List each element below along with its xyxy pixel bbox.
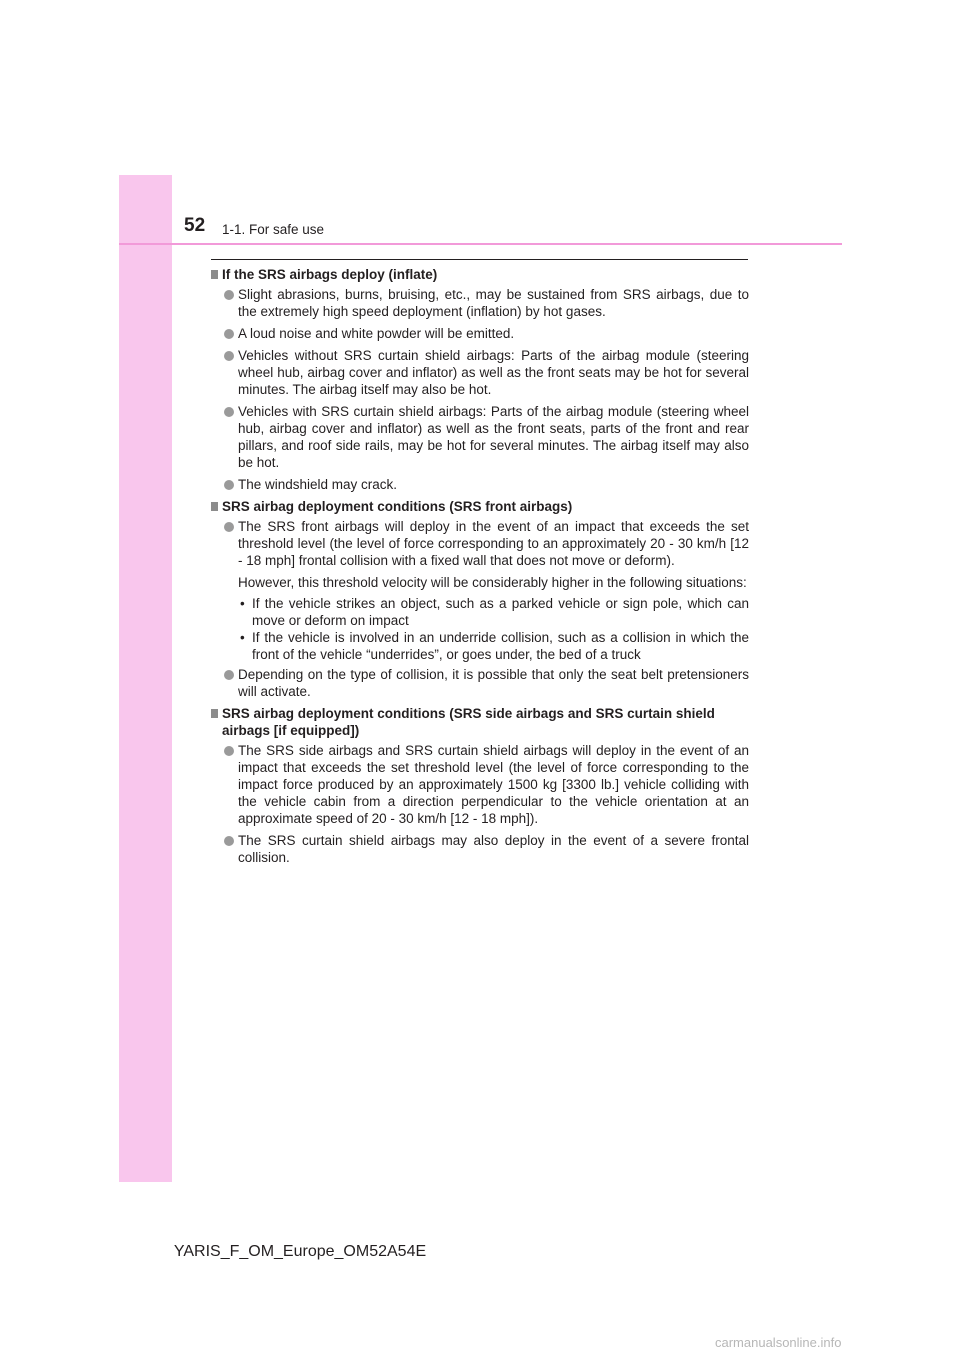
heading-srs-deploy	[211, 266, 749, 283]
heading-text: SRS airbag deployment conditions (SRS front airbags)	[222, 499, 573, 514]
list-item-text: The windshield may crack.	[238, 477, 398, 492]
section-title: 1-1. For safe use	[222, 222, 325, 237]
circle-bullet-icon	[224, 290, 234, 300]
dot-bullet-icon: •	[240, 630, 245, 645]
list-item-text: A loud noise and white powder will be emitted.	[238, 326, 515, 341]
circle-bullet-icon	[224, 407, 234, 417]
list-item-text: Depending on the type of collision, it is possible that only the seat belt pretensioners will activate.	[238, 667, 749, 699]
circle-bullet-icon	[224, 522, 234, 532]
list-item	[211, 832, 749, 866]
sub-list-item-text: If the vehicle is involved in an underride collision, such as a collision in which the front of the vehicle “underrides”, or goes under, the bed of a truck	[252, 630, 749, 662]
list-item-text: The SRS front airbags will deploy in the event of an impact that exceeds the set threshold level (the level of force corresponding to an approximately 20 - 30 km/h [12 - 18 mph] frontal collision with a fixed wall that does not move or deform).	[238, 519, 749, 568]
paragraph: However, this threshold velocity will be considerably higher in the following situations:	[238, 575, 747, 590]
circle-bullet-icon	[224, 351, 234, 361]
list-item	[211, 347, 749, 398]
page-number: 52	[184, 215, 206, 236]
list-item	[211, 742, 749, 827]
list-item	[211, 325, 749, 342]
sub-list-item	[211, 595, 749, 629]
heading-text: If the SRS airbags deploy (inflate)	[222, 267, 438, 282]
list-item-text: The SRS curtain shield airbags may also deploy in the event of a severe frontal collision.	[238, 833, 749, 865]
heading-side-curtain-conditions	[211, 705, 749, 739]
list-item-text: The SRS side airbags and SRS curtain shield airbags will deploy in the event of an impact that exceeds the set threshold level (the level of force corresponding to the impact force produced by an approximately 1500 kg [3300 lb.] vehicle colliding with the vehicle cabin from a direction perpendicular to the vehicle orientation at an approximate speed of 20 - 30 km/h [12 - 18 mph]).	[238, 743, 749, 826]
circle-bullet-icon	[224, 746, 234, 756]
footer-document-code: YARIS_F_OM_Europe_OM52A54E	[173, 1243, 427, 1260]
square-bullet-icon	[211, 502, 218, 511]
circle-bullet-icon	[224, 480, 234, 490]
sub-list-item-text: If the vehicle strikes an object, such as a parked vehicle or sign pole, which can move or deform on impact	[252, 596, 749, 628]
circle-bullet-icon	[224, 670, 234, 680]
list-item-text: Vehicles without SRS curtain shield airbags: Parts of the airbag module (steering wheel hub, airbag cover and inflator) as well as the front seats may be hot for several minutes. The airbag itself may also be hot.	[238, 348, 749, 397]
heading-text: SRS airbag deployment conditions (SRS side airbags and SRS curtain shield airbags [if equipped])	[222, 706, 715, 738]
circle-bullet-icon	[224, 836, 234, 846]
list-item-text: Slight abrasions, burns, bruising, etc., may be sustained from SRS airbags, due to the extremely high speed deployment (inflation) by hot gases.	[238, 287, 749, 319]
list-item	[211, 403, 749, 471]
side-tab-band	[119, 175, 172, 1182]
list-item	[211, 286, 749, 320]
sub-list-item	[211, 629, 749, 663]
header-rule	[119, 243, 842, 245]
square-bullet-icon	[211, 709, 218, 718]
heading-front-airbag-conditions	[211, 498, 749, 515]
watermark: carmanualsonline.info	[715, 1335, 842, 1350]
square-bullet-icon	[211, 270, 218, 279]
circle-bullet-icon	[224, 329, 234, 339]
content-top-rule	[211, 259, 748, 260]
list-item	[211, 518, 749, 569]
list-item-text: Vehicles with SRS curtain shield airbags: Parts of the airbag module (steering wheel hub, airbag cover and inflator) as well as the front seats, parts of the front and rear pillars, and roof side rails, may be hot for several minutes. The airbag itself may also be hot.	[238, 404, 749, 470]
dot-bullet-icon: •	[240, 596, 245, 611]
page-content	[211, 266, 749, 871]
list-item	[211, 666, 749, 700]
list-item	[211, 476, 749, 493]
